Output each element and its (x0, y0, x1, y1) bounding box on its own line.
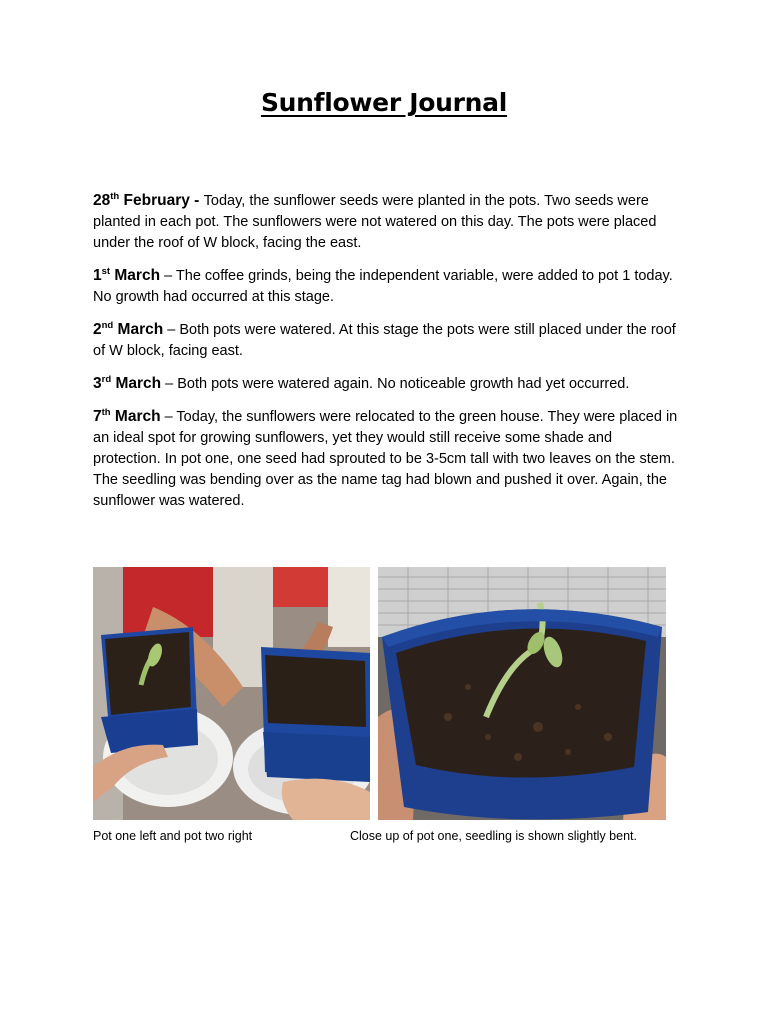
journal-entries (93, 190, 678, 523)
entry-day-suffix: st (101, 265, 111, 277)
caption-left: Pot one left and pot two right (93, 829, 253, 843)
entry-month: March (117, 321, 164, 338)
entry-month: March (114, 408, 161, 425)
page-title: Sunflower Journal (260, 88, 508, 117)
entry-date (93, 375, 161, 392)
entry-day: 7 (93, 408, 102, 425)
entry-date (93, 267, 160, 284)
entry-date (93, 192, 204, 209)
entry-month: March (115, 375, 162, 392)
entry-text: Both pots were watered again. No noticeable growth had yet occurred. (177, 376, 630, 392)
photo-pot-one-closeup-image (378, 567, 666, 820)
entry-date (93, 408, 161, 425)
entry-text: The coffee grinds, being the independent variable, were added to pot 1 today. No growth had occurred at this stage. (93, 268, 673, 305)
entry-month: February (123, 192, 190, 209)
entry-separator: – (163, 322, 180, 338)
entry-separator: – (160, 409, 177, 425)
entry-separator: – (161, 376, 178, 392)
journal-entry (93, 265, 678, 308)
caption-right: Close up of pot one, seedling is shown slightly bent. (350, 829, 637, 843)
entry-day: 2 (93, 321, 102, 338)
journal-entry (93, 406, 678, 512)
photo-two-pots-image (93, 567, 370, 820)
entry-day-suffix: th (101, 406, 111, 418)
entry-day: 28 (93, 192, 111, 209)
entry-text: Today, the sunflowers were relocated to the green house. They were placed in an ideal spot for growing sunflowers, yet they would still receive some shade and protection. In pot one, one seed had sprouted to be 3-5cm tall with two leaves on the stem. The seedling was bending over as the name tag had blown and pushed it over. Again, the sunflower was watered. (93, 409, 678, 509)
entry-day-suffix: nd (101, 319, 114, 331)
entry-day-suffix: th (110, 190, 120, 202)
photo-pot-one-closeup (378, 567, 666, 820)
entry-day-suffix: rd (101, 373, 112, 385)
entry-separator: - (189, 192, 204, 209)
entry-date (93, 321, 163, 338)
entry-text: Today, the sunflower seeds were planted in the pots. Two seeds were planted in each pot. The sunflowers were not watered on this day. The pots were placed under the roof of W block, facing the east. (93, 193, 657, 251)
entry-day: 1 (93, 267, 102, 284)
photo-two-pots (93, 567, 370, 820)
journal-entry (93, 190, 678, 254)
entry-text: Both pots were watered. At this stage the pots were still placed under the roof of W block, facing east. (93, 322, 676, 359)
journal-entry (93, 319, 678, 362)
entry-month: March (114, 267, 161, 284)
entry-separator: – (160, 268, 176, 284)
journal-entry (93, 373, 678, 395)
entry-day: 3 (93, 375, 102, 392)
